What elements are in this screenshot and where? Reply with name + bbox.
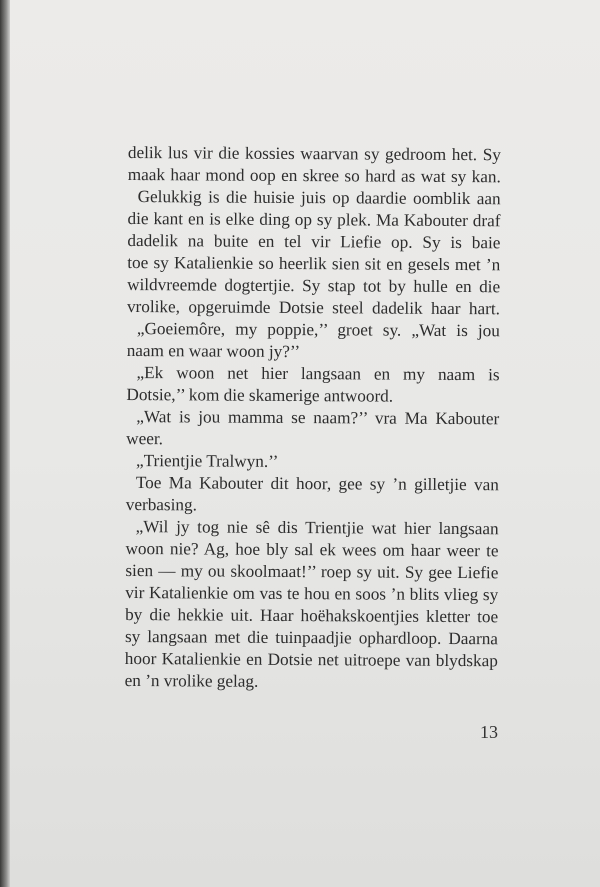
- text-line: woon nie? Ag, hoe bly sal ek wees om haar weer te: [125, 538, 499, 561]
- text-line: maak haar mond oop en skree so hard as wat sy kan.: [127, 164, 501, 187]
- text-line: en ’n vrolike gelag.: [124, 670, 259, 691]
- text-line: „Trientjie Tralwyn.’’: [135, 451, 279, 471]
- text-line: „Ek woon net hier langsaan en my naam is: [136, 363, 500, 385]
- text-line: Gelukkig is die huisie juis op daardie oomblik aan: [137, 187, 501, 209]
- text-line: „Wat is jou mamma se naam?’’ vra Ma Kabouter: [136, 407, 500, 429]
- text-line: wildvreemde dogtertjie. Sy stap tot by hulle en die: [127, 274, 501, 297]
- text-line: vrolike, opgeruimde Dotsie steel dadelik haar hart.: [126, 296, 501, 319]
- page-number: 13: [480, 722, 498, 742]
- text-line: by die hekkie uit. Haar hoëhakskoentjies kletter toe: [125, 604, 499, 627]
- text-line: weer.: [126, 428, 163, 449]
- text-line: die kant en is elke ding op sy plek. Ma Kabouter draf: [127, 208, 501, 231]
- text-line: Dotsie,’’ kom die skamerige antwoord.: [126, 384, 394, 406]
- text-line: Toe Ma Kabouter dit hoor, gee sy ’n gilletjie van: [135, 473, 499, 495]
- text-line: toe sy Katalienkie so heerlik sien sit en gesels met ’n: [127, 252, 501, 275]
- text-line: sy langsaan met die tuinpaadjie ophardloop. Daarna: [124, 626, 499, 649]
- text-line: „Goeiemôre, my poppie,’’ groet sy. „Wat is jou: [136, 319, 500, 341]
- text-line: verbasing.: [125, 494, 197, 515]
- text-line: sien — my ou skoolmaat!’’ roep sy uit. Sy gee Liefie: [125, 560, 499, 583]
- text-line: vir Katalienkie om vas te hou en soos ’n blits vlieg sy: [125, 582, 499, 605]
- body-text: [125, 142, 501, 694]
- text-line: „Wil jy tog nie sê dis Trientjie wat hier langsaan: [135, 517, 499, 539]
- book-spine-edge: [0, 0, 10, 887]
- text-line: dadelik na buite en tel vir Liefie op. Sy is baie: [127, 230, 501, 253]
- text-line: naam en waar woon jy?’’: [126, 340, 301, 362]
- text-line: hoor Katalienkie en Dotsie net uitroepe van blydskap: [124, 648, 498, 671]
- text-line: delik lus vir die kossies waarvan sy gedroom het. Sy: [127, 142, 501, 165]
